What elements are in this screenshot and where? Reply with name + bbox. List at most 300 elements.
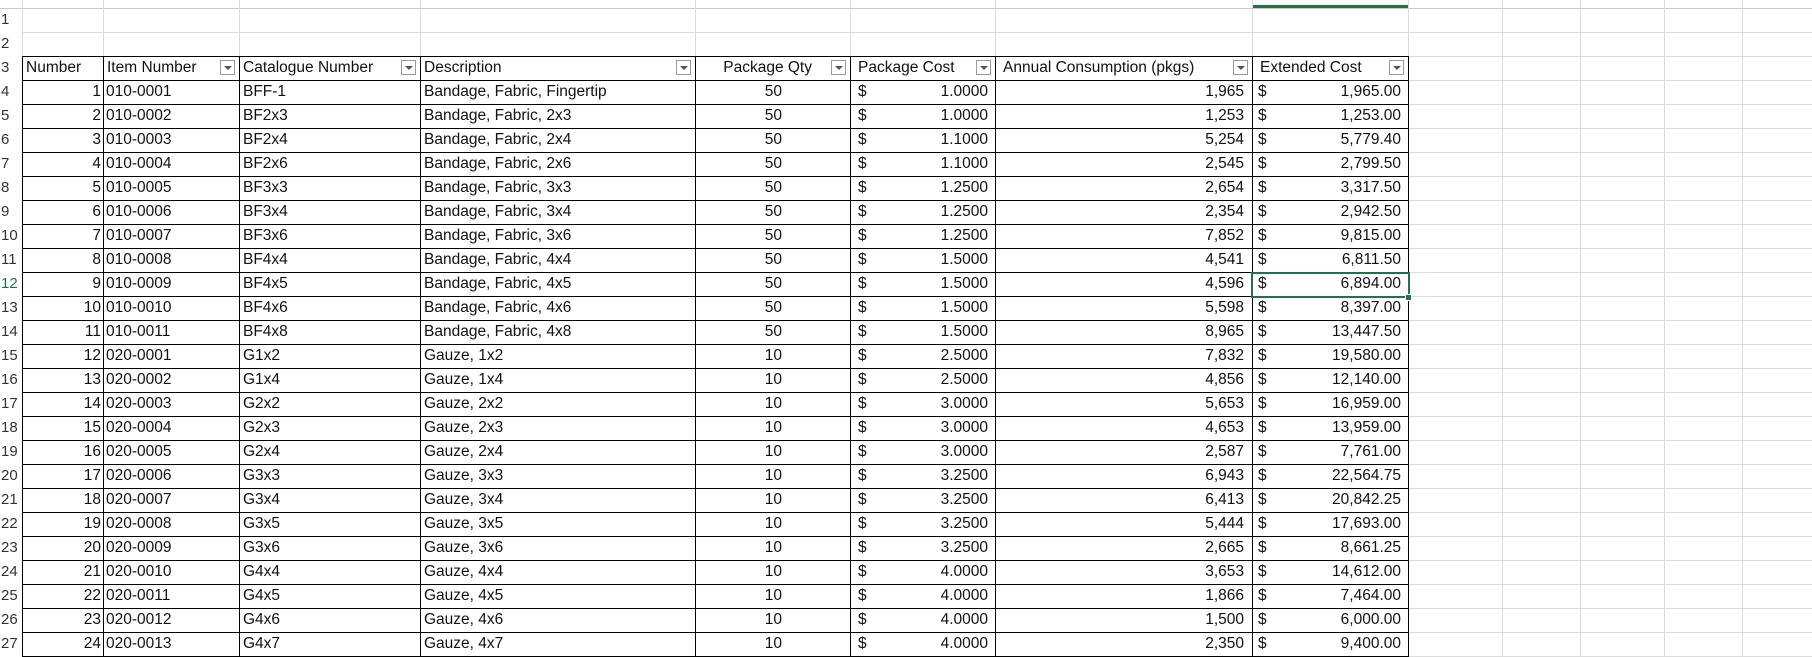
row-header[interactable]: 14 <box>1 323 18 340</box>
cell-number[interactable]: 22 <box>83 587 101 604</box>
fill-handle[interactable] <box>1405 294 1412 301</box>
cell-annual-consumption[interactable]: 1,253 <box>1205 107 1244 124</box>
cell-annual-consumption[interactable]: 2,354 <box>1205 203 1244 220</box>
cell-annual-consumption[interactable]: 8,965 <box>1205 323 1244 340</box>
cell-extended-cost-currency: $ <box>1258 443 1267 460</box>
cell-package-cost-currency: $ <box>858 83 867 100</box>
cell-catalogue-number[interactable]: G4x4 <box>243 563 281 580</box>
cell-description[interactable]: Bandage, Fabric, 2x6 <box>424 155 572 172</box>
cell-package-cost-currency: $ <box>858 155 867 172</box>
cell-package-cost[interactable]: 2.5000 <box>940 347 988 364</box>
table-column-border <box>995 56 996 656</box>
row-header[interactable]: 25 <box>1 587 18 604</box>
cell-item-number[interactable]: 020-0006 <box>106 467 172 484</box>
cell-extended-cost[interactable]: 16,959.00 <box>1332 395 1401 412</box>
header-annual-consumption: Annual Consumption (pkgs) <box>1003 59 1195 76</box>
cell-description[interactable]: Gauze, 4x6 <box>424 611 504 628</box>
cell-number[interactable]: 8 <box>92 251 101 268</box>
table-row-border <box>22 416 1409 417</box>
cell-package-cost-currency: $ <box>858 467 867 484</box>
cell-catalogue-number[interactable]: BFF-1 <box>243 83 287 100</box>
cell-catalogue-number[interactable]: G4x6 <box>243 611 281 628</box>
header-item-number: Item Number <box>107 59 197 76</box>
cell-package-qty[interactable]: 10 <box>764 467 782 484</box>
active-cell-selection[interactable] <box>1251 272 1410 298</box>
cell-description[interactable]: Bandage, Fabric, 3x4 <box>424 203 572 220</box>
cell-catalogue-number[interactable]: BF2x3 <box>243 107 288 124</box>
cell-annual-consumption[interactable]: 7,852 <box>1205 227 1244 244</box>
cell-package-cost-currency: $ <box>858 419 867 436</box>
filter-dropdown-button[interactable] <box>1389 60 1404 75</box>
column-gridline <box>1502 0 1503 656</box>
cell-description[interactable]: Bandage, Fabric, 3x6 <box>424 227 572 244</box>
cell-extended-cost-currency: $ <box>1258 83 1267 100</box>
cell-item-number[interactable]: 020-0001 <box>106 347 172 364</box>
row-header[interactable]: 1 <box>1 11 10 28</box>
table-row-border <box>22 440 1409 441</box>
cell-description[interactable]: Bandage, Fabric, 2x3 <box>424 107 572 124</box>
table-row-border <box>22 608 1409 609</box>
cell-package-cost-currency: $ <box>858 299 867 316</box>
cell-package-cost-currency: $ <box>858 371 867 388</box>
cell-package-cost[interactable]: 1.1000 <box>940 131 988 148</box>
cell-package-qty[interactable]: 50 <box>764 323 782 340</box>
cell-item-number[interactable]: 020-0002 <box>106 371 172 388</box>
cell-item-number[interactable]: 020-0003 <box>106 395 172 412</box>
cell-number[interactable]: 7 <box>92 227 101 244</box>
cell-annual-consumption[interactable]: 4,856 <box>1205 371 1244 388</box>
cell-package-cost[interactable]: 3.0000 <box>940 419 988 436</box>
cell-extended-cost-currency: $ <box>1258 635 1267 652</box>
cell-extended-cost[interactable]: 7,761.00 <box>1340 443 1401 460</box>
cell-package-cost[interactable]: 1.5000 <box>940 323 988 340</box>
cell-description[interactable]: Gauze, 4x5 <box>424 587 504 604</box>
cell-annual-consumption[interactable]: 2,587 <box>1205 443 1244 460</box>
cell-description[interactable]: Bandage, Fabric, 2x4 <box>424 131 572 148</box>
cell-package-cost-currency: $ <box>858 491 867 508</box>
table-row-border <box>22 320 1409 321</box>
cell-extended-cost[interactable]: 9,400.00 <box>1340 635 1401 652</box>
cell-extended-cost[interactable]: 13,447.50 <box>1332 323 1401 340</box>
cell-annual-consumption[interactable]: 2,350 <box>1205 635 1244 652</box>
cell-item-number[interactable]: 020-0007 <box>106 491 172 508</box>
cell-extended-cost-currency: $ <box>1258 155 1267 172</box>
cell-package-qty[interactable]: 10 <box>764 443 782 460</box>
cell-package-cost[interactable]: 2.5000 <box>940 371 988 388</box>
cell-extended-cost[interactable]: 2,799.50 <box>1340 155 1401 172</box>
cell-annual-consumption[interactable]: 2,665 <box>1205 539 1244 556</box>
header-package-qty: Package Qty <box>723 59 812 76</box>
cell-extended-cost[interactable]: 13,959.00 <box>1332 419 1401 436</box>
cell-number[interactable]: 3 <box>92 131 101 148</box>
cell-description[interactable]: Gauze, 4x4 <box>424 563 504 580</box>
cell-package-qty[interactable]: 50 <box>764 107 782 124</box>
cell-item-number[interactable]: 020-0009 <box>106 539 172 556</box>
cell-item-number[interactable]: 010-0010 <box>106 299 172 316</box>
cell-number[interactable]: 11 <box>84 323 101 340</box>
cell-extended-cost-currency: $ <box>1258 395 1267 412</box>
table-column-border <box>22 56 23 656</box>
cell-package-cost-currency: $ <box>858 539 867 556</box>
cell-number[interactable]: 19 <box>83 515 101 532</box>
cell-catalogue-number[interactable]: BF4x5 <box>243 275 288 292</box>
cell-package-cost-currency: $ <box>858 563 867 580</box>
cell-extended-cost-currency: $ <box>1258 299 1267 316</box>
cell-catalogue-number[interactable]: BF2x6 <box>243 155 288 172</box>
cell-package-qty[interactable]: 50 <box>764 299 782 316</box>
filter-dropdown-button[interactable] <box>976 60 991 75</box>
table-column-border <box>850 56 851 656</box>
cell-extended-cost[interactable]: 6,894.00 <box>1340 275 1401 292</box>
row-header[interactable]: 23 <box>1 539 18 556</box>
cell-extended-cost[interactable]: 6,811.50 <box>1341 251 1401 268</box>
cell-package-qty[interactable]: 10 <box>764 515 782 532</box>
table-row-border <box>22 584 1409 585</box>
cell-item-number[interactable]: 010-0003 <box>106 131 172 148</box>
cell-item-number[interactable]: 010-0001 <box>106 83 172 100</box>
cell-catalogue-number[interactable]: BF3x3 <box>243 179 288 196</box>
header-catalogue-number: Catalogue Number <box>243 59 374 76</box>
cell-package-cost[interactable]: 1.2500 <box>940 227 988 244</box>
column-header-strip[interactable] <box>0 0 1812 9</box>
cell-annual-consumption[interactable]: 2,654 <box>1205 179 1244 196</box>
row-header[interactable]: 2 <box>1 35 10 52</box>
cell-extended-cost[interactable]: 19,580.00 <box>1332 347 1401 364</box>
cell-package-qty[interactable]: 10 <box>764 371 782 388</box>
column-gridline <box>1580 0 1581 656</box>
cell-item-number[interactable]: 010-0002 <box>106 107 172 124</box>
cell-extended-cost-currency: $ <box>1258 251 1267 268</box>
cell-package-cost[interactable]: 3.0000 <box>940 395 988 412</box>
row-header[interactable]: 12 <box>1 275 18 292</box>
table-column-border <box>1252 56 1253 656</box>
row-header[interactable]: 5 <box>1 107 10 124</box>
table-row-border <box>22 296 1409 297</box>
cell-catalogue-number[interactable]: G1x2 <box>243 347 281 364</box>
cell-description[interactable]: Gauze, 3x6 <box>424 539 504 556</box>
cell-package-cost[interactable]: 1.2500 <box>940 203 988 220</box>
cell-item-number[interactable]: 010-0011 <box>106 323 171 340</box>
cell-extended-cost[interactable]: 5,779.40 <box>1340 131 1401 148</box>
cell-extended-cost[interactable]: 8,661.25 <box>1340 539 1401 556</box>
row-header[interactable]: 27 <box>1 635 18 652</box>
cell-package-qty[interactable]: 10 <box>764 347 782 364</box>
header-package-cost: Package Cost <box>858 59 955 76</box>
cell-extended-cost[interactable]: 2,942.50 <box>1340 203 1401 220</box>
filter-dropdown-button[interactable] <box>831 60 846 75</box>
cell-package-cost-currency: $ <box>858 611 867 628</box>
cell-number[interactable]: 1 <box>92 83 101 100</box>
cell-number[interactable]: 14 <box>83 395 101 412</box>
cell-package-qty[interactable]: 10 <box>764 419 782 436</box>
filter-dropdown-button[interactable] <box>220 60 235 75</box>
cell-description[interactable]: Bandage, Fabric, Fingertip <box>424 83 607 100</box>
cell-description[interactable]: Bandage, Fabric, 4x4 <box>424 251 572 268</box>
selected-column-indicator <box>1252 5 1408 8</box>
table-row-border <box>22 200 1409 201</box>
cell-package-cost[interactable]: 3.2500 <box>940 515 988 532</box>
cell-annual-consumption[interactable]: 5,653 <box>1205 395 1244 412</box>
cell-number[interactable]: 20 <box>83 539 101 556</box>
cell-package-qty[interactable]: 50 <box>764 251 782 268</box>
cell-description[interactable]: Gauze, 4x7 <box>424 635 504 652</box>
cell-package-cost[interactable]: 1.0000 <box>940 83 988 100</box>
cell-catalogue-number[interactable]: G3x6 <box>243 539 281 556</box>
cell-description[interactable]: Gauze, 2x3 <box>424 419 504 436</box>
cell-description[interactable]: Gauze, 3x4 <box>424 491 504 508</box>
row-header[interactable]: 16 <box>1 371 18 388</box>
row-header[interactable]: 7 <box>1 155 10 172</box>
cell-item-number[interactable]: 020-0011 <box>106 587 171 604</box>
cell-extended-cost[interactable]: 20,842.25 <box>1332 491 1401 508</box>
row-header[interactable]: 21 <box>1 491 18 508</box>
cell-package-cost[interactable]: 1.5000 <box>940 251 988 268</box>
row-gridline <box>22 32 1812 33</box>
cell-extended-cost-currency: $ <box>1258 419 1267 436</box>
column-gridline <box>1742 0 1743 656</box>
cell-catalogue-number[interactable]: G2x2 <box>243 395 281 412</box>
cell-number[interactable]: 10 <box>83 299 101 316</box>
filter-dropdown-button[interactable] <box>1233 60 1248 75</box>
cell-catalogue-number[interactable]: BF3x6 <box>243 227 288 244</box>
cell-catalogue-number[interactable]: BF4x6 <box>243 299 288 316</box>
cell-package-cost[interactable]: 3.2500 <box>940 539 988 556</box>
table-row-border <box>22 128 1409 129</box>
row-header[interactable]: 10 <box>1 227 18 244</box>
cell-description[interactable]: Gauze, 2x4 <box>424 443 504 460</box>
cell-description[interactable]: Gauze, 1x2 <box>424 347 504 364</box>
cell-catalogue-number[interactable]: G2x4 <box>243 443 281 460</box>
cell-annual-consumption[interactable]: 4,596 <box>1205 275 1244 292</box>
cell-catalogue-number[interactable]: G4x5 <box>243 587 281 604</box>
cell-annual-consumption[interactable]: 5,254 <box>1205 131 1244 148</box>
row-header[interactable]: 13 <box>1 299 18 316</box>
cell-extended-cost[interactable]: 7,464.00 <box>1340 587 1401 604</box>
row-header[interactable]: 18 <box>1 419 18 436</box>
cell-extended-cost-currency: $ <box>1258 611 1267 628</box>
row-header[interactable]: 22 <box>1 515 18 532</box>
cell-annual-consumption[interactable]: 5,444 <box>1205 515 1244 532</box>
cell-item-number[interactable]: 010-0008 <box>106 251 172 268</box>
table-row-border <box>22 176 1409 177</box>
cell-package-cost-currency: $ <box>858 203 867 220</box>
table-row-border <box>22 344 1409 345</box>
cell-catalogue-number[interactable]: G3x3 <box>243 467 281 484</box>
cell-item-number[interactable]: 020-0005 <box>106 443 172 460</box>
table-row-border <box>22 536 1409 537</box>
cell-package-qty[interactable]: 50 <box>764 155 782 172</box>
cell-package-qty[interactable]: 50 <box>764 203 782 220</box>
cell-extended-cost[interactable]: 6,000.00 <box>1340 611 1401 628</box>
cell-package-cost-currency: $ <box>858 587 867 604</box>
cell-number[interactable]: 24 <box>83 635 101 652</box>
cell-package-cost[interactable]: 3.0000 <box>940 443 988 460</box>
cell-extended-cost[interactable]: 1,253.00 <box>1340 107 1401 124</box>
cell-extended-cost-currency: $ <box>1258 131 1267 148</box>
cell-annual-consumption[interactable]: 1,866 <box>1205 587 1244 604</box>
cell-extended-cost[interactable]: 9,815.00 <box>1340 227 1401 244</box>
cell-extended-cost-currency: $ <box>1258 371 1267 388</box>
cell-annual-consumption[interactable]: 4,541 <box>1205 251 1244 268</box>
cell-extended-cost[interactable]: 12,140.00 <box>1332 371 1401 388</box>
row-header[interactable]: 4 <box>1 83 10 100</box>
cell-extended-cost[interactable]: 14,612.00 <box>1332 563 1401 580</box>
cell-annual-consumption[interactable]: 6,943 <box>1205 467 1244 484</box>
row-header[interactable]: 20 <box>1 467 18 484</box>
row-header[interactable]: 8 <box>1 179 10 196</box>
table-row-border <box>22 512 1409 513</box>
cell-package-cost[interactable]: 1.0000 <box>940 107 988 124</box>
cell-description[interactable]: Gauze, 3x5 <box>424 515 504 532</box>
cell-extended-cost-currency: $ <box>1258 467 1267 484</box>
cell-number[interactable]: 17 <box>83 467 101 484</box>
cell-extended-cost-currency: $ <box>1258 275 1267 292</box>
cell-description[interactable]: Bandage, Fabric, 4x5 <box>424 275 572 292</box>
table-row-border <box>22 560 1409 561</box>
cell-item-number[interactable]: 020-0010 <box>106 563 172 580</box>
cell-package-cost[interactable]: 3.2500 <box>940 491 988 508</box>
cell-annual-consumption[interactable]: 7,832 <box>1205 347 1244 364</box>
cell-package-qty[interactable]: 10 <box>764 587 782 604</box>
cell-extended-cost-currency: $ <box>1258 203 1267 220</box>
cell-annual-consumption[interactable]: 2,545 <box>1205 155 1244 172</box>
cell-extended-cost[interactable]: 22,564.75 <box>1332 467 1401 484</box>
table-row-border <box>22 488 1409 489</box>
cell-extended-cost-currency: $ <box>1258 323 1267 340</box>
cell-number[interactable]: 9 <box>92 275 101 292</box>
table-column-border <box>103 56 104 656</box>
cell-number[interactable]: 13 <box>83 371 101 388</box>
table-row-border <box>22 56 1409 57</box>
row-header[interactable]: 6 <box>1 131 10 148</box>
cell-package-cost[interactable]: 1.5000 <box>940 299 988 316</box>
cell-number[interactable]: 5 <box>92 179 101 196</box>
cell-annual-consumption[interactable]: 3,653 <box>1205 563 1244 580</box>
cell-number[interactable]: 15 <box>83 419 101 436</box>
cell-catalogue-number[interactable]: G4x7 <box>243 635 281 652</box>
table-row-border <box>22 272 1409 273</box>
cell-package-cost[interactable]: 1.5000 <box>940 275 988 292</box>
cell-item-number[interactable]: 020-0008 <box>106 515 172 532</box>
cell-package-qty[interactable]: 10 <box>764 635 782 652</box>
cell-number[interactable]: 21 <box>83 563 101 580</box>
cell-item-number[interactable]: 020-0004 <box>106 419 172 436</box>
cell-package-cost-currency: $ <box>858 395 867 412</box>
cell-item-number[interactable]: 020-0013 <box>106 635 172 652</box>
cell-annual-consumption[interactable]: 5,598 <box>1205 299 1244 316</box>
row-header[interactable]: 3 <box>1 59 10 76</box>
cell-package-qty[interactable]: 50 <box>764 275 782 292</box>
cell-catalogue-number[interactable]: BF4x4 <box>243 251 288 268</box>
column-gridline <box>1664 0 1665 656</box>
cell-extended-cost-currency: $ <box>1258 179 1267 196</box>
cell-item-number[interactable]: 010-0006 <box>106 203 172 220</box>
cell-package-qty[interactable]: 10 <box>764 539 782 556</box>
cell-extended-cost[interactable]: 17,693.00 <box>1332 515 1401 532</box>
cell-extended-cost[interactable]: 3,317.50 <box>1340 179 1401 196</box>
cell-package-qty[interactable]: 50 <box>764 131 782 148</box>
cell-annual-consumption[interactable]: 4,653 <box>1205 419 1244 436</box>
header-extended-cost: Extended Cost <box>1260 59 1362 76</box>
cell-package-cost[interactable]: 4.0000 <box>940 563 988 580</box>
cell-catalogue-number[interactable]: G3x5 <box>243 515 281 532</box>
cell-description[interactable]: Bandage, Fabric, 3x3 <box>424 179 572 196</box>
cell-package-qty[interactable]: 10 <box>764 611 782 628</box>
cell-annual-consumption[interactable]: 6,413 <box>1205 491 1244 508</box>
cell-extended-cost-currency: $ <box>1258 491 1267 508</box>
cell-extended-cost[interactable]: 1,965.00 <box>1340 83 1401 100</box>
cell-catalogue-number[interactable]: G3x4 <box>243 491 281 508</box>
cell-catalogue-number[interactable]: BF3x4 <box>243 203 288 220</box>
cell-number[interactable]: 2 <box>92 107 101 124</box>
cell-description[interactable]: Bandage, Fabric, 4x6 <box>424 299 572 316</box>
cell-item-number[interactable]: 010-0007 <box>106 227 172 244</box>
row-header[interactable]: 19 <box>1 443 18 460</box>
cell-description[interactable]: Bandage, Fabric, 4x8 <box>424 323 572 340</box>
cell-extended-cost-currency: $ <box>1258 515 1267 532</box>
cell-extended-cost-currency: $ <box>1258 227 1267 244</box>
row-header[interactable]: 11 <box>1 251 17 268</box>
cell-package-cost[interactable]: 4.0000 <box>940 635 988 652</box>
cell-package-cost[interactable]: 4.0000 <box>940 587 988 604</box>
cell-number[interactable]: 16 <box>83 443 101 460</box>
table-row-border <box>22 80 1409 81</box>
header-description: Description <box>424 59 502 76</box>
cell-number[interactable]: 12 <box>83 347 101 364</box>
cell-item-number[interactable]: 020-0012 <box>106 611 172 628</box>
cell-catalogue-number[interactable]: G2x3 <box>243 419 281 436</box>
cell-extended-cost[interactable]: 8,397.00 <box>1340 299 1401 316</box>
cell-package-cost[interactable]: 1.2500 <box>940 179 988 196</box>
cell-package-cost[interactable]: 4.0000 <box>940 611 988 628</box>
cell-package-qty[interactable]: 50 <box>764 227 782 244</box>
header-number: Number <box>26 59 82 76</box>
cell-item-number[interactable]: 010-0005 <box>106 179 172 196</box>
cell-package-cost-currency: $ <box>858 635 867 652</box>
cell-number[interactable]: 6 <box>92 203 101 220</box>
cell-package-qty[interactable]: 10 <box>764 395 782 412</box>
filter-dropdown-button[interactable] <box>401 60 416 75</box>
cell-catalogue-number[interactable]: G1x4 <box>243 371 281 388</box>
cell-catalogue-number[interactable]: BF4x8 <box>243 323 288 340</box>
cell-extended-cost-currency: $ <box>1258 563 1267 580</box>
row-header[interactable]: 24 <box>1 563 18 580</box>
cell-package-cost[interactable]: 1.1000 <box>940 155 988 172</box>
cell-item-number[interactable]: 010-0004 <box>106 155 172 172</box>
cell-number[interactable]: 4 <box>92 155 101 172</box>
row-header[interactable]: 9 <box>1 203 10 220</box>
cell-package-cost[interactable]: 3.2500 <box>940 467 988 484</box>
cell-package-qty[interactable]: 50 <box>764 83 782 100</box>
cell-number[interactable]: 23 <box>83 611 101 628</box>
cell-number[interactable]: 18 <box>83 491 101 508</box>
row-header[interactable]: 26 <box>1 611 18 628</box>
row-header[interactable]: 17 <box>1 395 18 412</box>
cell-description[interactable]: Gauze, 1x4 <box>424 371 504 388</box>
cell-annual-consumption[interactable]: 1,500 <box>1205 611 1244 628</box>
filter-dropdown-button[interactable] <box>676 60 691 75</box>
cell-description[interactable]: Gauze, 2x2 <box>424 395 504 412</box>
cell-annual-consumption[interactable]: 1,965 <box>1205 83 1244 100</box>
cell-package-qty[interactable]: 10 <box>764 563 782 580</box>
cell-extended-cost-currency: $ <box>1258 587 1267 604</box>
cell-package-qty[interactable]: 10 <box>764 491 782 508</box>
row-header[interactable]: 15 <box>1 347 18 364</box>
cell-package-qty[interactable]: 50 <box>764 179 782 196</box>
cell-description[interactable]: Gauze, 3x3 <box>424 467 504 484</box>
cell-catalogue-number[interactable]: BF2x4 <box>243 131 288 148</box>
cell-item-number[interactable]: 010-0009 <box>106 275 172 292</box>
